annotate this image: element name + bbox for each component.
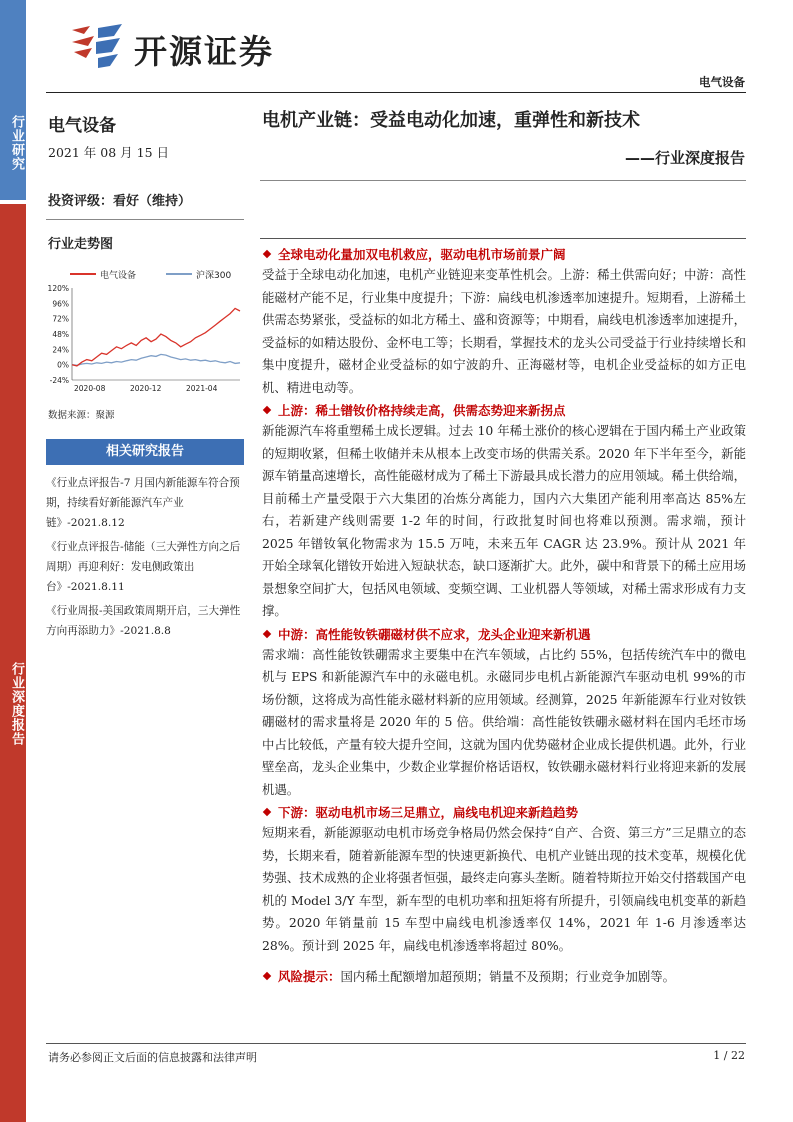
page-number: 1 / 22 (713, 1049, 745, 1062)
related-reports-list (46, 473, 246, 641)
risk-text: 国内稀土配额增加超预期；销量不及预期；行业竞争加剧等。 (340, 969, 676, 984)
section-heading: 全球电动化量加双电机救应，驱动电机市场前景广阔 (262, 245, 746, 263)
diamond-bullet-icon (263, 406, 271, 414)
section-heading: 上游：稀土镨钕价格持续走高，供需态势迎来新拐点 (262, 401, 746, 419)
section-midstream (262, 625, 746, 802)
related-reports-banner: 相关研究报告 (46, 439, 244, 465)
y-tick-label: 72% (52, 314, 69, 324)
related-report-item[interactable]: 《行业周报-美国政策周期开启，三大弹性方向再添助力》-2021.8.8 (46, 605, 241, 637)
y-tick-label: 48% (52, 330, 69, 339)
diamond-bullet-icon (263, 808, 271, 816)
title-rule (260, 180, 746, 181)
x-tick-label: 2020-08 (74, 384, 106, 393)
y-tick-label: 0% (57, 360, 69, 370)
section-global-electrification (262, 245, 746, 399)
left-sector-title: 电气设备 (48, 116, 116, 136)
trend-chart (44, 262, 244, 402)
diamond-bullet-icon (263, 250, 271, 258)
brand-logo (68, 22, 308, 72)
diamond-bullet-icon (263, 972, 271, 980)
risk-warning (262, 967, 746, 985)
section-body: 受益于全球电动化加速，电机产业链迎来变革性机会。上游：稀土供需向好；中游：高性能磁材产能不足，行业集中度提升；下游：扁线电机渗透率加速提升。短期看，上游稀土供需态势紧张，受益标的如北方稀土、盛和资源等；中期看，扁线电机渗透率加速提升，受益标的如精达股份、金杯电工等；长期看，掌握技术的龙头公司受益于行业持续增长和集中度提升，磁材企业受益标的如宁波韵升、正海磁材等，电机企业受益标的如方正电机、精进电动等。 (262, 267, 746, 395)
risk-label: 风险提示： (262, 969, 341, 984)
section-upstream (262, 401, 746, 623)
side-tag-industry-research: 行业研究 (0, 0, 26, 200)
report-date: 2021 年 08 月 15 日 (48, 145, 169, 160)
brand-logo-icon (68, 22, 126, 70)
related-report-item[interactable]: 《行业点评报告-7 月国内新能源车符合预期，持续看好新能源汽车产业链》-2021.8.12 (46, 477, 240, 529)
content-top-rule (260, 238, 746, 239)
brand-name: 开源证券 (134, 32, 274, 71)
main-content (262, 245, 746, 985)
x-tick-label: 2020-12 (130, 384, 162, 393)
header-sector-tag: 电气设备 (699, 75, 745, 89)
related-report-item[interactable]: 《行业点评报告-储能（三大弹性方向之后周期）再迎利好：发电侧政策出台》-2021.8.11 (46, 541, 241, 593)
footer-disclaimer: 请务必参阅正文后面的信息披露和法律声明 (48, 1051, 257, 1064)
section-body: 短期来看，新能源驱动电机市场竞争格局仍然会保持“自产、合资、第三方”三足鼎立的态势，长期来看，随着新能源车型的快速更新换代、电机产业链出现的技术变革，规模化优势强、技术成熟的企业将强者恒强，最终走向寡头垄断。随着特斯拉开始交付搭载国产电机的 Model 3/Y 车型，新车型的电机功率和扭矩将有所提升，引领扁线电机变革的新趋势。2020 年销量前 15 车型中扁线电机渗透率仅 14%，2021 年 1-6 月渗透率达 28%。预计到 2025 年，扁线电机渗透率将超过 80%。 (262, 825, 746, 953)
header-rule (46, 92, 746, 93)
y-tick-label: 120% (47, 284, 69, 293)
legend-label: 沪深300 (196, 271, 232, 281)
trend-chart-title: 行业走势图 (48, 237, 114, 252)
legend-label: 电气设备 (100, 271, 137, 281)
side-tag-deep-report: 行业深度报告 (0, 204, 26, 1122)
section-heading: 下游：驱动电机市场三足鼎立，扁线电机迎来新趋趋势 (262, 803, 746, 821)
report-subtitle: ——行业深度报告 (624, 149, 745, 167)
data-source-note: 数据来源：聚源 (48, 410, 115, 421)
y-tick-label: 96% (52, 299, 69, 309)
section-downstream (262, 803, 746, 957)
diamond-bullet-icon (263, 629, 271, 637)
x-tick-label: 2021-04 (186, 384, 218, 393)
report-title: 电机产业链：受益电动化加速，重弹性和新技术 (262, 110, 640, 131)
section-body: 需求端：高性能钕铁硼需求主要集中在汽车领域，占比约 55%，包括传统汽车中的微电机与 EPS 和新能源汽车中的永磁电机。永磁同步电机占新能源汽车驱动电机 99%的市场份额，这将成为高性能永磁材料新的应用领域。经测算，2025 年新能源车行业对钕铁硼磁材的需求量将是 2020 年的 5 倍。供给端：高性能钕铁硼永磁材料在国内毛坯市场中占比较低，产量有较大提升空间，这就为国内优势磁材企业成长提供机遇。此外，行业壁垒高，龙头企业集中，少数企业掌握价格话语权，钕铁硼永磁材料行业将迎来新的发展机遇。 (262, 646, 746, 797)
rating-rule (46, 219, 244, 220)
y-tick-label: 24% (52, 345, 69, 355)
section-heading: 中游：高性能钕铁硼磁材供不应求，龙头企业迎来新机遇 (262, 625, 746, 643)
y-tick-label: -24% (49, 376, 69, 385)
series-line-electrical-equipment (72, 308, 240, 366)
section-body: 新能源汽车将重塑稀土成长逻辑。过去 10 年稀土涨价的核心逻辑在于国内稀土产业政策的短期收紧，但稀土收储并未从根本上改变市场的供需关系。2020 年下半年至今，新能源车销量高速增长，高性能磁材成为了稀土下游最具成长潜力的应用领域。稀土供给端，目前稀土产量受限于六大集团的冶炼分离能力，国内六大集团产能利用率高达 85%左右，若新建产线则需要 1-2 年的时间，行政批复时间也将难以预测。需求端，预计 2025 年镨钕氧化物需求为 15.5 万吨，未来五年 CAGR 达 23.9%。预计从 2021 年开始全球氧化镨钕开始进入短缺状态，缺口逐渐扩大。此外，碳中和背景下的稀土应用场景想象空间扩大，包括风电领域、变频空调、工业机器人等领域，对稀土需求形成有力支撑。 (262, 423, 746, 618)
investment-rating: 投资评级：看好（维持） (48, 194, 192, 209)
footer-rule (46, 1043, 746, 1044)
